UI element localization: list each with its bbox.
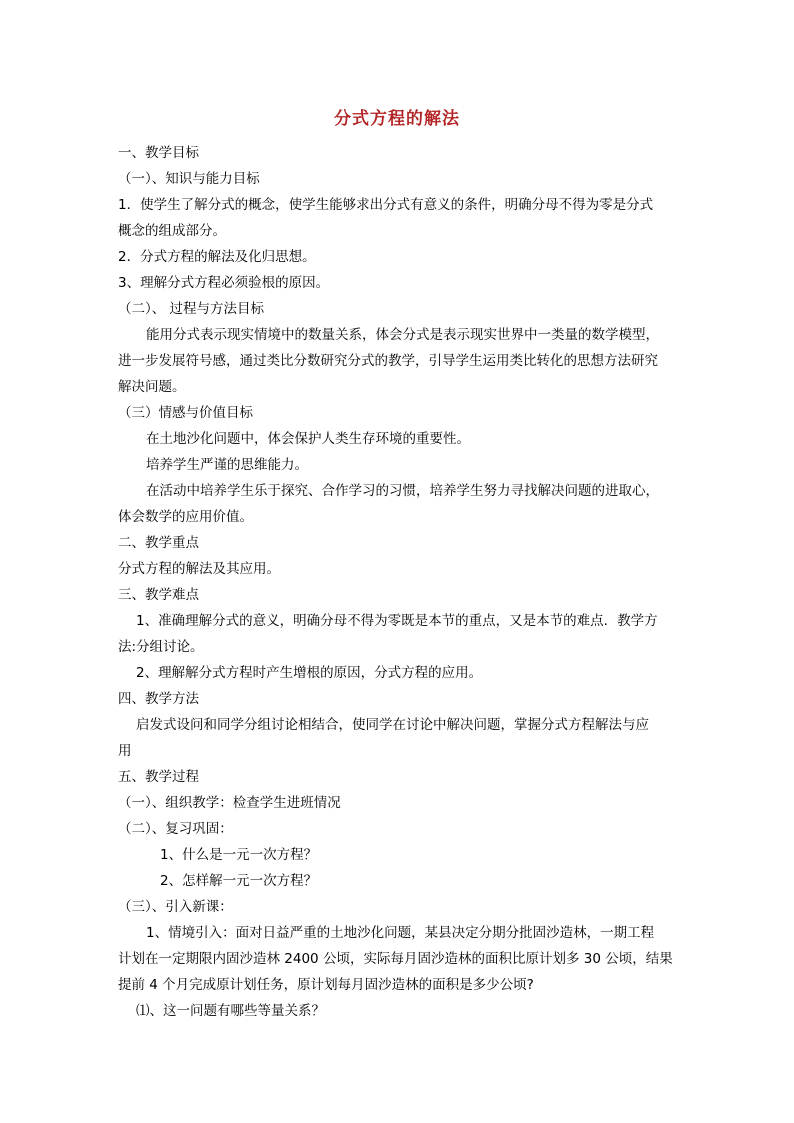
paragraph-line: 1、准确理解分式的意义，明确分母不得为零既是本节的重点，又是本节的难点．教学方: [136, 613, 658, 629]
subsection-heading-process: （二）、 过程与方法目标: [118, 301, 265, 317]
section-heading-difficulties: 三、教学难点: [118, 587, 199, 603]
paragraph-line: 在活动中培养学生乐于探究、合作学习的习惯，培养学生努力寻找解决问题的进取心，: [146, 483, 659, 499]
paragraph-line: 启发式设问和同学分组讨论相结合，使同学在讨论中解决问题，掌握分式方程解法与应: [136, 717, 649, 733]
section-heading-key-points: 二、教学重点: [118, 535, 199, 551]
subsection-heading-organize: （一）、组织教学：检查学生进班情况: [118, 795, 341, 811]
section-heading-methods: 四、教学方法: [118, 691, 199, 707]
paragraph-line: 1．使学生了解分式的概念，使学生能够求出分式有意义的条件，明确分母不得为零是分式: [118, 197, 654, 213]
paragraph-line: 1、情境引入：面对日益严重的土地沙化问题，某县决定分期分批固沙造林，一期工程: [146, 925, 655, 941]
subsection-heading-values: （三）情感与价值目标: [118, 405, 253, 421]
paragraph-line: 计划在一定期限内固沙造林 2400 公顷，实际每月固沙造林的面积比原计划多 30 公顷，结果: [118, 951, 673, 967]
paragraph-line: 能用分式表示现实情境中的数量关系，体会分式是表示现实世界中一类量的数学模型，: [146, 327, 659, 343]
paragraph-line: 2、理解解分式方程时产生增根的原因，分式方程的应用。: [136, 665, 483, 681]
section-heading-process: 五、教学过程: [118, 769, 199, 785]
paragraph-line: 进一步发展符号感，通过类比分数研究分式的教学，引导学生运用类比转化的思想方法研究: [118, 353, 658, 369]
paragraph-line: 用: [118, 743, 132, 759]
section-heading-objectives: 一、教学目标: [118, 145, 199, 161]
list-item: ⑴、这一问题有哪些等量关系？: [136, 1003, 325, 1019]
paragraph-line: 3、理解分式方程必须验根的原因。: [118, 275, 330, 291]
subsection-heading-knowledge: （一）、知识与能力目标: [118, 171, 260, 187]
paragraph-line: 2．分式方程的解法及化归思想。: [118, 249, 316, 265]
list-item: 2、怎样解一元一次方程？: [160, 873, 318, 889]
paragraph-line: 概念的组成部分。: [118, 223, 226, 239]
paragraph-line: 培养学生严谨的思维能力。: [146, 457, 308, 473]
paragraph-line: 分式方程的解法及其应用。: [118, 561, 280, 577]
paragraph-line: 在土地沙化问题中，体会保护人类生存环境的重要性。: [146, 431, 470, 447]
paragraph-line: 提前 4 个月完成原计划任务，原计划每月固沙造林的面积是多少公顷?: [118, 977, 534, 993]
paragraph-line: 体会数学的应用价值。: [118, 509, 253, 525]
subsection-heading-new-lesson: （三）、引入新课：: [118, 899, 233, 915]
paragraph-line: 解决问题。: [118, 379, 186, 395]
paragraph-line: 法:分组讨论。: [118, 639, 204, 655]
document-title: 分式方程的解法: [334, 109, 460, 129]
list-item: 1、什么是一元一次方程？: [160, 847, 318, 863]
subsection-heading-review: （二）、复习巩固：: [118, 821, 233, 837]
